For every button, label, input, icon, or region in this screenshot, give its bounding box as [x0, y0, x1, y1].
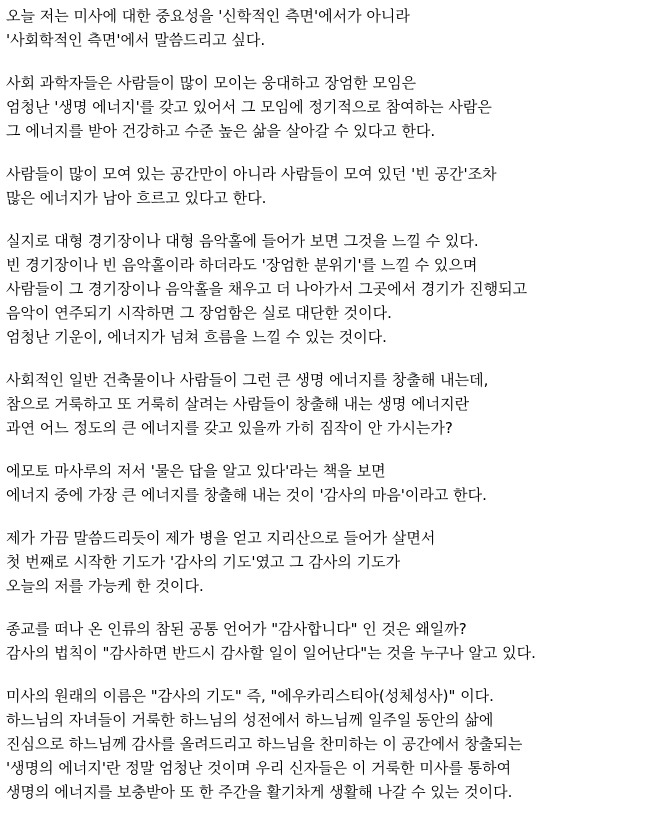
text-line: 빈 경기장이나 빈 음악홀이라 하더라도 '장엄한 분위기'를 느낄 수 있으며 — [6, 256, 478, 274]
text-line: 사람들이 그 경기장이나 음악홀을 채우고 더 나아가서 그곳에서 경기가 진행되고 — [6, 280, 528, 298]
text-line: 과연 어느 정도의 큰 에너지를 갖고 있을까 가히 짐작이 안 가시는가? — [6, 419, 453, 437]
text-line: 실지로 대형 경기장이나 대형 음악홀에 들어가 보면 그것을 느낄 수 있다. — [6, 232, 479, 250]
text-line: 진심으로 하느님께 감사를 올려드리고 하느님을 찬미하는 이 공간에서 창출되는 — [6, 735, 523, 753]
text-line: 엄청난 '생명 에너지'를 갖고 있어서 그 모임에 정기적으로 참여하는 사람은 — [6, 98, 492, 116]
paragraph — [6, 459, 666, 507]
text-line: 종교를 떠나 온 인류의 참된 공통 언어가 "감사합니다" 인 것은 왜일까? — [6, 620, 467, 638]
text-line: '생명의 에너지'란 정말 엄청난 것이며 우리 신자들은 이 거룩한 미사를 통하여 — [6, 759, 512, 777]
text-line: 그 에너지를 받아 건강하고 수준 높은 삶을 살아갈 수 있다고 한다. — [6, 122, 436, 140]
text-line: 참으로 거룩하고 또 거룩히 살려는 사람들이 창출해 내는 생명 에너지란 — [6, 395, 470, 413]
text-line: 사람들이 많이 모여 있는 공간만이 아니라 사람들이 모여 있던 '빈 공간'조차 — [6, 165, 497, 183]
text-line: 하느님의 자녀들이 거룩한 하느님의 성전에서 하느님께 일주일 동안의 삶에 — [6, 711, 494, 729]
text-line: 사회적인 일반 건축물이나 사람들이 그런 큰 생명 에너지를 창출해 내는데, — [6, 371, 489, 389]
text-line: 에너지 중에 가장 큰 에너지를 창출해 내는 것이 '감사의 마음'이라고 한다. — [6, 486, 487, 504]
paragraph — [6, 4, 666, 52]
text-line: 엄청난 기운이, 에너지가 넘쳐 흐름을 느낄 수 있는 것이다. — [6, 328, 387, 346]
paragraph — [6, 684, 666, 804]
text-line: 음악이 연주되기 시작하면 그 장엄함은 실로 대단한 것이다. — [6, 304, 392, 322]
text-line: 미사의 원래의 이름은 "감사의 기도" 즉, "에우카리스티아(성체성사)" 이다. — [6, 687, 494, 705]
document-body — [6, 4, 666, 823]
text-line: '사회학적인 측면'에서 말씀드리고 싶다. — [6, 31, 266, 49]
text-line: 감사의 법칙이 "감사하면 반드시 감사할 일이 일어난다"는 것을 누구나 알고 있다. — [6, 644, 536, 662]
paragraph — [6, 162, 666, 210]
text-line: 제가 가끔 말씀드리듯이 제가 병을 얻고 지리산으로 들어가 살면서 — [6, 529, 436, 547]
text-line: 생명의 에너지를 보충받아 또 한 주간을 활기차게 생활해 나갈 수 있는 것이다. — [6, 783, 513, 801]
text-line: 오늘의 저를 가능케 한 것이다. — [6, 577, 204, 595]
paragraph — [6, 368, 666, 440]
paragraph — [6, 526, 666, 598]
text-line: 오늘 저는 미사에 대한 중요성을 '신학적인 측면'에서가 아니라 — [6, 7, 410, 25]
text-line: 사회 과학자들은 사람들이 많이 모이는 웅대하고 장엄한 모임은 — [6, 74, 417, 92]
paragraph — [6, 617, 666, 665]
paragraph — [6, 229, 666, 349]
text-line: 에모토 마사루의 저서 '물은 답을 알고 있다'라는 책을 보면 — [6, 462, 386, 480]
paragraph — [6, 71, 666, 143]
text-line: 첫 번째로 시작한 기도가 '감사의 기도'였고 그 감사의 기도가 — [6, 553, 401, 571]
text-line: 많은 에너지가 남아 흐르고 있다고 한다. — [6, 189, 267, 207]
